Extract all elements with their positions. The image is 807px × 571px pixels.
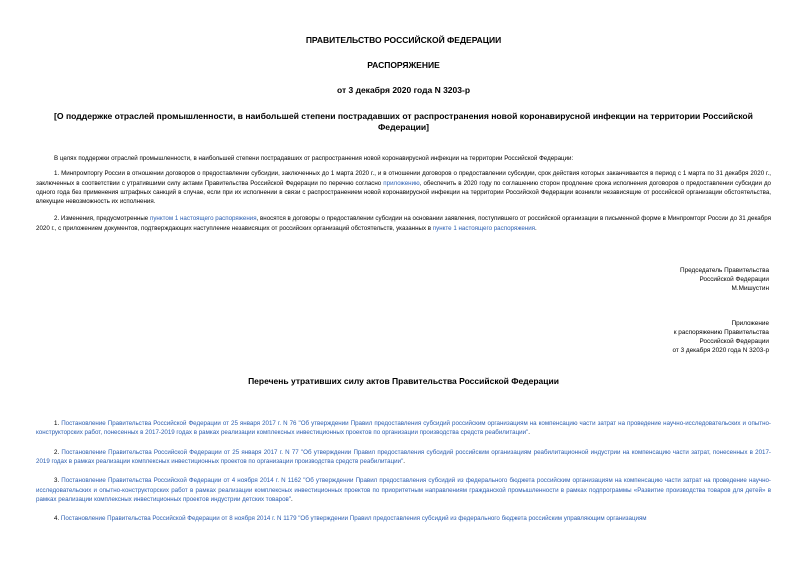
appendix-label: Приложение [731,320,769,328]
signature-name: М.Мишустин [731,285,769,293]
list-item-number: 3. [54,477,62,485]
signature-body: Российской Федерации [699,276,769,284]
paragraph-2-text: 2. Изменения, предусмотренные [54,215,150,223]
point-1-link[interactable]: пунктом 1 настоящего распоряжения [149,215,257,223]
point-1-link-2[interactable]: пункте 1 настоящего распоряжения [432,224,536,232]
list-item-link[interactable]: Постановление Правительства Российской Федерации от 4 ноября 2014 г. N 1162 "Об утверждении Правил предоставления субсидий из федерального бюджета российским организациям на компенсацию части затрат на проведение научно-исследовательских и опытно-конструкторских работ в рамках реализации комплексных инвестиционных проектов по приоритетным направлениям гражданской промышленности в рамках подпрограммы «Развитие производства товаров для детей» в рамках реализации комплексных инвестиционных проектов индустрии детских товаров" [36,477,771,503]
list-item-end: . [528,429,530,437]
list-item-number: 1. [54,420,62,428]
list-item [36,476,771,504]
document-title: [О поддержке отраслей промышленности, в наибольшей степени пострадавших от распространения новой коронавирусной инфекции на территории Российской Федерации] [54,111,753,132]
list-item-end: . [403,457,406,465]
list-item-link[interactable]: Постановление Правительства Российской Федерации от 25 января 2017 г. N 77 "Об утверждении Правил предоставления субсидий российским организациям реабилитационной индустрии на компенсацию части затрат, понесенных в 2017-2019 годах в рамках реализации комплексных инвестиционных проектов по организации производства средств реабилитации" [36,448,771,465]
government-header: ПРАВИТЕЛЬСТВО РОССИЙСКОЙ ФЕДЕРАЦИИ [305,35,502,45]
list-item-link[interactable]: Постановление Правительства Российской Федерации от 25 января 2017 г. N 76 "Об утверждении Правил предоставления субсидий российским организациям на компенсацию части затрат на проведение научно-исследовательских и опытно-конструкторских работ, понесенных в 2017-2019 годах в рамках реализации комплексных инвестиционных проектов по организации производства средств реабилитации" [36,420,771,437]
document-date-number: от 3 декабря 2020 года N 3203-р [336,85,471,95]
list-item-link[interactable]: Постановление Правительства Российской Федерации от 8 ноября 2014 г. N 1179 "Об утверждении Правил предоставления субсидий из федерального бюджета российским управляющим организациям [60,515,647,523]
list-item-end: . [291,495,293,503]
list-item [36,419,771,438]
signature-position: Председатель Правительства [680,267,769,275]
list-title: Перечень утративших силу актов Правительства Российской Федерации [248,376,559,387]
list-item-number: 2. [54,448,62,456]
paragraph-1 [36,169,771,206]
paragraph-2-text-end: . [535,224,537,232]
paragraph-2 [36,214,771,233]
paragraph-1-text: 1. Минпромторгу России в отношении договоров о предоставлении субсидии, заключенных до 1 марта 2020 г., и в отношении договоров о предоставлении субсидии, срок действия которых заканчивается в период с 1 марта по 31 декабря 2020 г., заключенных в соответствии с утратившими силу актами Правительства Российской Федерации по перечню согласно [36,170,771,187]
document-type: РАСПОРЯЖЕНИЕ [367,60,440,70]
intro-paragraph: В целях поддержки отраслей промышленности, в наибольшей степени пострадавших от распространения новой коронавирусной инфекции на территории Российской Федерации: [54,155,574,162]
list-item-number: 4. [54,515,61,523]
appendix-body: Российской Федерации [699,338,769,346]
appendix-date: от 3 декабря 2020 года N 3203-р [672,347,769,355]
paragraph-1-text-end: , обеспечить в 2020 году по соглашению сторон продление срока исполнения договоров о предоставлении субсидии до одного года без применения штрафных санкций в случае, если при их исполнении в связи с распространением новой коронавирусной инфекции на территории Российской Федерации возникли независящие от российской организации обстоятельства, влекущие невозможность их исполнения. [36,179,771,206]
signature-block [36,266,769,293]
appendix-reference: к распоряжению Правительства [673,329,769,337]
list-item [36,448,771,467]
appendix-block [36,319,769,355]
paragraph-2-text-middle: , вносятся в договоры о предоставлении субсидии на основании заявления, поступившего от российской организации в письменной форме в Минпромторг России до 31 декабря 2020 г., с приложением документов, подтверждающих наступление независящих от российских организаций обстоятельств, указанных в [36,215,771,232]
appendix-link[interactable]: приложению [383,179,420,187]
list-item [36,514,771,523]
